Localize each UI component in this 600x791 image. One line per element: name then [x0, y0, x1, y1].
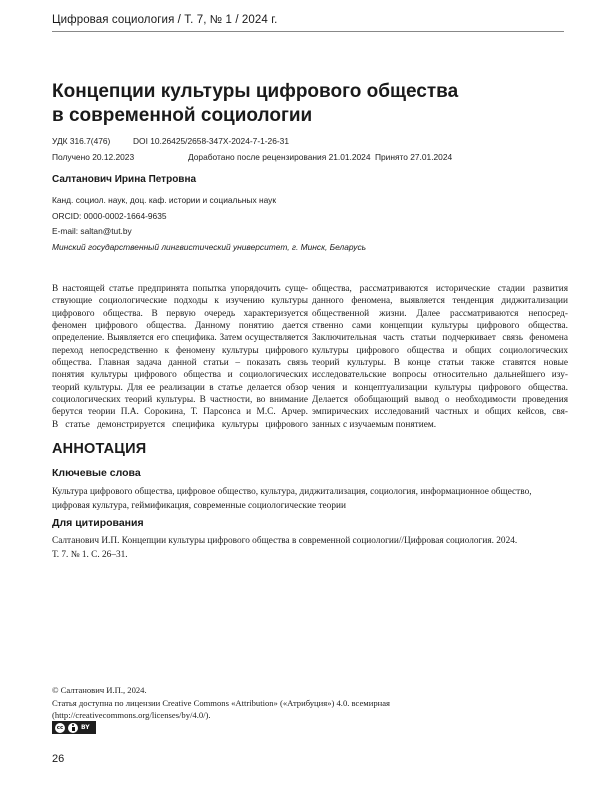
page-number: 26: [52, 753, 65, 765]
abstract-line: общественной жизни. Далее рассматриваются непосред-: [312, 308, 568, 319]
revised-date: Доработано после рецензирования 21.01.2024: [188, 152, 371, 162]
abstract-line: теорий культуры. Для ее реализации в статье делается обзор: [52, 382, 308, 393]
running-header: Цифровая социология / Т. 7, № 1 / 2024 г.: [52, 14, 278, 26]
license-link[interactable]: (http://creativecommons.org/licenses/by/4.0/).: [52, 710, 211, 720]
abstract-line: теорий культуры. В конце статьи также ставятся новые: [312, 358, 568, 369]
keywords-heading: Ключевые слова: [52, 467, 141, 479]
author-affiliation: Минский государственный лингвистический университет, г. Минск, Беларусь: [52, 242, 367, 252]
citation-line: Салтанович И.П. Концепции культуры цифрового общества в современной социологии//Цифровая социология. 2024.: [52, 536, 518, 546]
author-position: Канд. социол. наук, доц. каф. истории и социальных наук: [52, 195, 277, 205]
abstract-line: культуры цифрового общества и общих социологических: [312, 345, 568, 356]
abstract-line: эмпирических исследований частных и общих кейсов, свя-: [312, 407, 568, 418]
abstract-line: чения и концептуализации культуры цифрового общества.: [312, 382, 568, 393]
udk-code: УДК 316.7(476): [52, 136, 111, 146]
abstract-line: В настоящей статье предпринята попытка упорядочить суще-: [52, 284, 308, 294]
abstract-line: феномен цифрового общества. Данному понятию дается: [52, 321, 308, 332]
abstract-line: социологических теорий культуры. В частности, во внимание: [52, 395, 308, 406]
copyright-line: © Салтанович И.П., 2024.: [52, 685, 147, 695]
annotation-heading: АННОТАЦИЯ: [52, 441, 147, 457]
abstract-line: занных с изучаемым понятием.: [312, 419, 437, 430]
citation-text: [52, 535, 562, 562]
cc-by-badge-icon[interactable]: [52, 721, 96, 734]
author-email: E-mail: saltan@tut.by: [52, 226, 132, 236]
author-orcid: ORCID: 0000-0002-1664-9635: [52, 211, 167, 221]
abstract-line: Заключительная часть статьи подчеркивает связь феномена: [312, 333, 568, 344]
abstract-line: исследовательские вопросы относительно дальнейшего изу-: [312, 370, 568, 381]
abstract-line: данного феномена, выявляется тенденция диджитализации: [312, 296, 568, 307]
article-title: [52, 80, 572, 128]
cc-logo-icon: cc: [56, 724, 64, 731]
article-title-line: Концепции культуры цифрового общества: [52, 81, 459, 102]
article-title-line: в современной социологии: [52, 105, 313, 126]
author-name: Салтанович Ирина Петровна: [52, 174, 197, 185]
abstract-line: ствующие социологические подходы к изучению культуры: [52, 296, 308, 307]
abstract-line: берутся теории П.А. Сорокина, Т. Парсонса и М.С. Арчер.: [52, 407, 308, 418]
copyright-notice: [52, 684, 390, 722]
citation-line: Т. 7. № 1. С. 26–31.: [52, 549, 128, 560]
keywords-line: Культура цифрового общества, цифровое общество, культура, диджитализация, социология, информационное общество,: [52, 487, 532, 497]
keywords-text: [52, 486, 562, 513]
abstract-line: Делается обобщающий вывод о необходимости проведения: [312, 395, 568, 406]
license-line: Статья доступна по лицензии Creative Commons «Attribution» («Атрибуция») 4.0. всемирная: [52, 697, 390, 708]
abstract-line: определение. Выявляется его специфика. Затем осуществляется: [52, 333, 308, 344]
keywords-line: цифровая культура, геймификация, современные социологические теории: [52, 500, 346, 511]
abstract-right-column: [312, 283, 568, 431]
citation-heading: Для цитирования: [52, 517, 144, 529]
abstract-line: цифрового общества. В первую очередь характеризуется: [52, 308, 308, 319]
abstract-line: ственно сами концепции культуры цифрового общества.: [312, 321, 568, 332]
doi: DOI 10.26425/2658-347X-2024-7-1-26-31: [133, 136, 289, 146]
abstract-line: общества, рассматриваются исторические стадии развития: [312, 284, 568, 294]
abstract-line: переход непосредственно к феномену культуры цифрового: [52, 345, 308, 356]
received-date: Получено 20.12.2023: [52, 152, 135, 162]
by-mark-icon: BY: [81, 724, 90, 731]
header-divider: [52, 31, 564, 32]
accepted-date: Принято 27.01.2024: [375, 152, 453, 162]
abstract-line: общества. Главная задача данной статьи – показать связь: [52, 358, 308, 369]
abstract-line: В статье демонстрируется специфика культуры цифрового: [52, 419, 308, 430]
attribution-person-icon: [68, 723, 78, 733]
abstract-line: понятия культуры цифрового общества и социологических: [52, 370, 308, 381]
abstract-left-column: [52, 283, 308, 431]
